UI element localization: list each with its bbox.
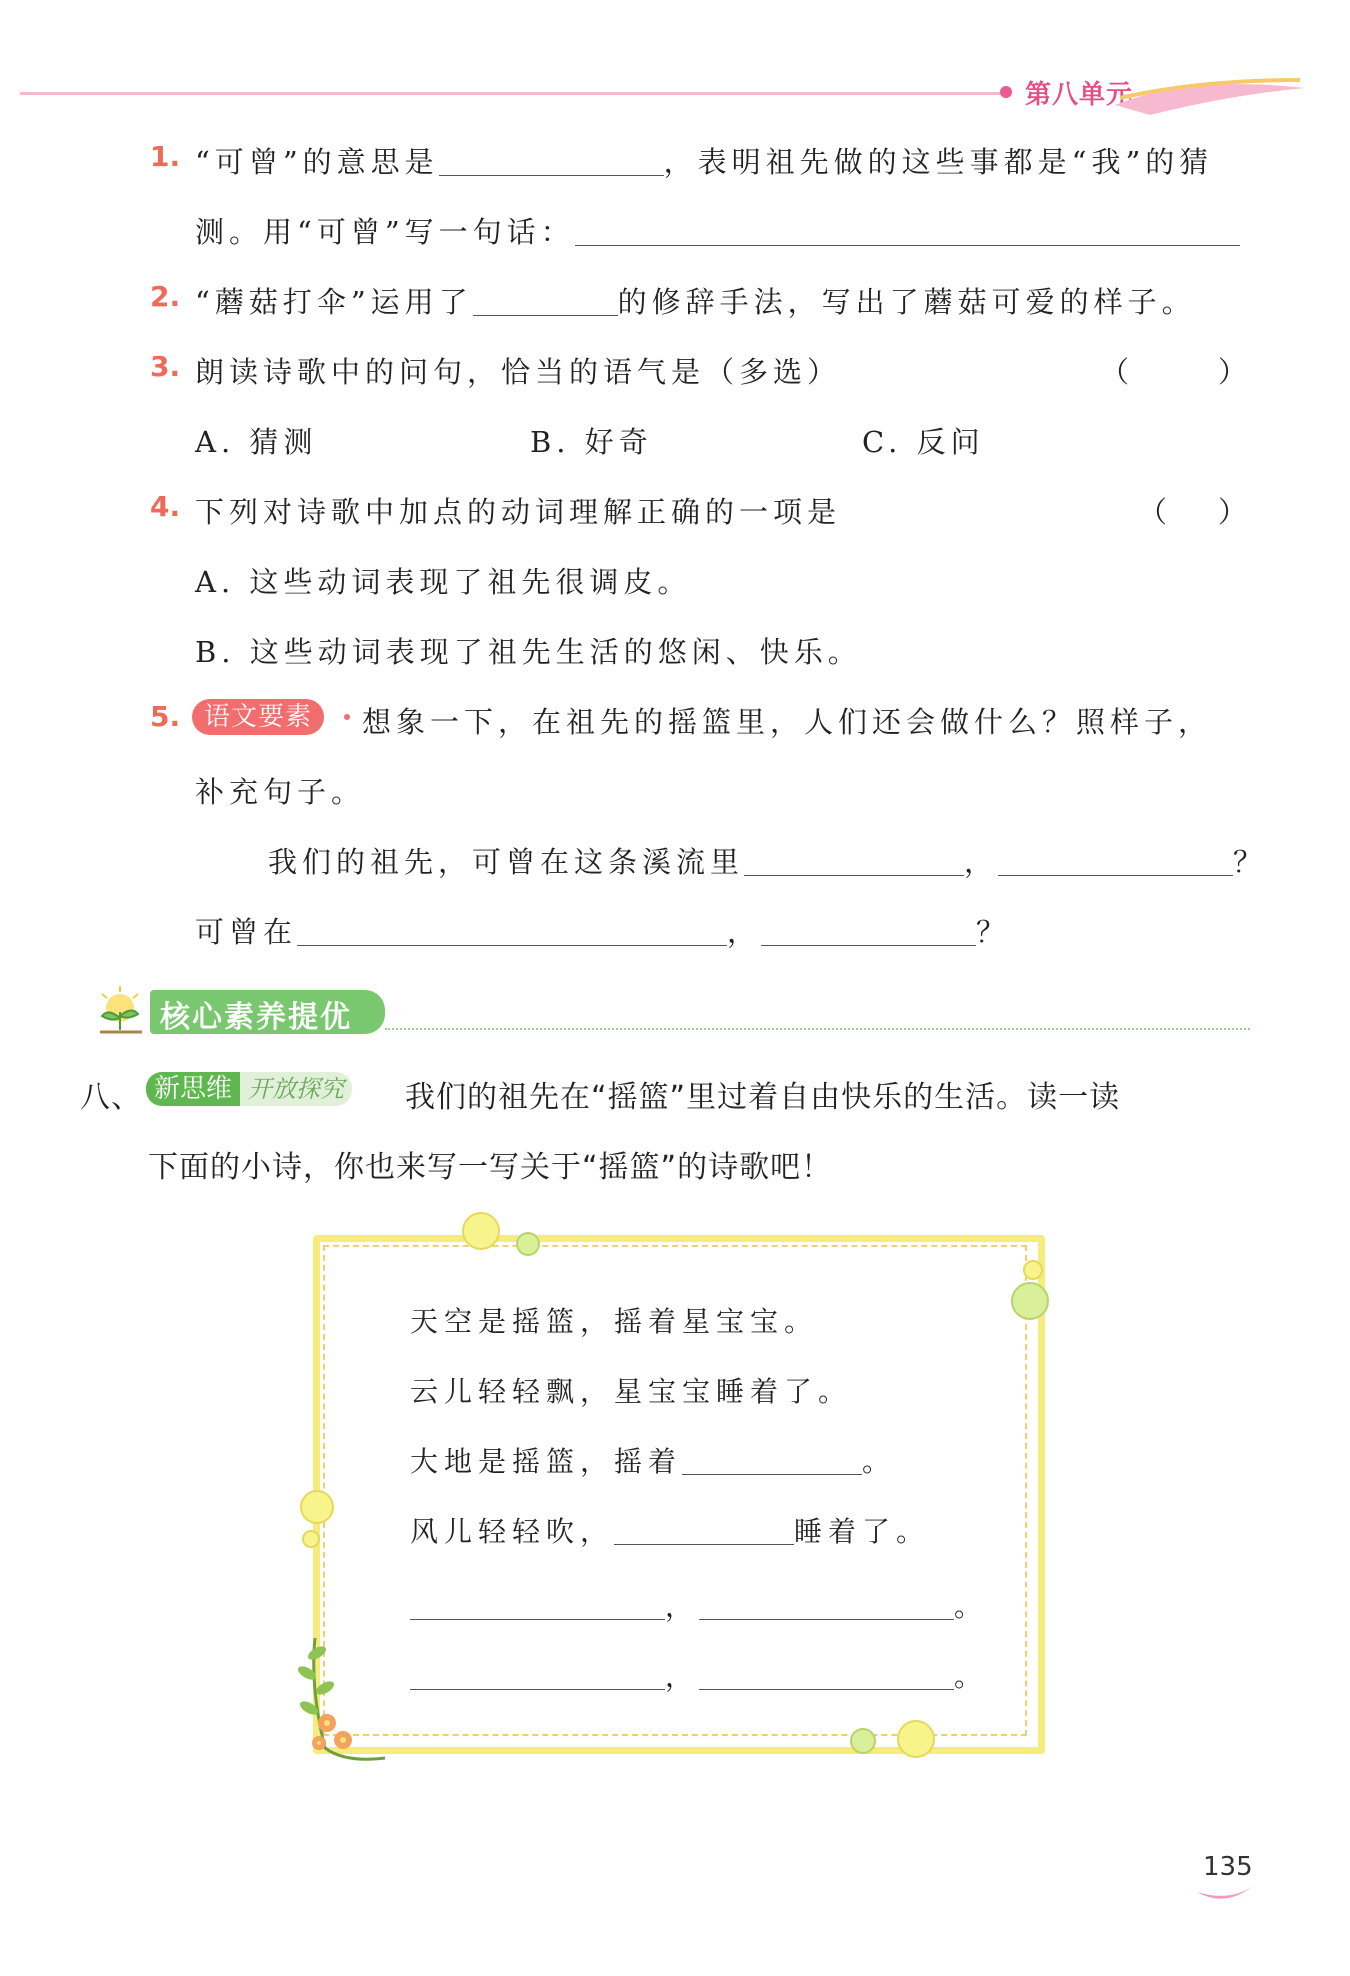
page-swoosh-icon [1195, 1880, 1255, 1910]
poem-blank-4[interactable] [699, 1591, 954, 1620]
q3-paren-right: ） [1218, 355, 1248, 389]
q4-option-a[interactable]: A. 这些动词表现了祖先很调皮。 [195, 565, 692, 599]
s8-tag-xinsiwei: 新思维 [146, 1072, 240, 1106]
q3-text: 朗读诗歌中的问句，恰当的语气是（多选） [195, 355, 842, 389]
q5-blank-1[interactable] [744, 846, 964, 876]
q5-comma-2: ， [727, 915, 762, 949]
q2-blank[interactable] [473, 286, 618, 316]
q5-tag: 语文要素 [192, 699, 324, 735]
poem-line-1: 天空是摇篮，摇着星宝宝。 [410, 1305, 819, 1338]
q4-text: 下列对诗歌中加点的动词理解正确的一项是 [195, 495, 842, 529]
q5-comma-1: ， [964, 845, 999, 879]
q5-text2: 补充句子。 [195, 775, 366, 809]
q2-text-b: 的修辞手法，写出了蘑菇可爱的样子。 [617, 285, 1196, 319]
s8-number: 八、 [80, 1080, 142, 1115]
bubble-decoration [302, 1530, 320, 1548]
bubble-decoration [1023, 1260, 1043, 1280]
poem-blank-6[interactable] [699, 1661, 954, 1690]
s8-text1: 我们的祖先在“摇篮”里过着自由快乐的生活。读一读 [405, 1080, 1121, 1115]
poem-line-4-end: 睡着了。 [794, 1515, 931, 1548]
header-dot [1000, 86, 1012, 98]
q2-number: 2. [150, 280, 181, 313]
sprout-sun-icon [90, 982, 150, 1038]
q3-answer-box[interactable] [1145, 356, 1215, 388]
poem-comma-2: ， [665, 1660, 700, 1693]
q5-number: 5. [150, 700, 181, 733]
header-swoosh-icon [1110, 70, 1310, 120]
q4-answer-box[interactable] [1180, 496, 1218, 528]
core-section-title: 核心素养提优 [160, 1000, 352, 1035]
flower-vine-icon [295, 1628, 395, 1768]
q1-blank-sentence[interactable] [575, 216, 1240, 246]
s8-tags [146, 1072, 352, 1106]
q3-option-a[interactable]: A. 猜测 [195, 425, 318, 459]
q5-blank-3[interactable] [297, 916, 727, 946]
bubble-decoration [516, 1232, 540, 1256]
poem-comma-1: ， [665, 1590, 700, 1623]
q5-qmark-2: ？ [976, 915, 1011, 949]
q5-text1: 想象一下，在祖先的摇篮里，人们还会做什么？照样子， [362, 705, 1213, 739]
poem-line-2: 云儿轻轻飘，星宝宝睡着了。 [410, 1375, 853, 1408]
q5-blank-2[interactable] [998, 846, 1233, 876]
q5-line4-text: 可曾在 [195, 915, 298, 949]
q4-paren-right: ） [1218, 495, 1248, 529]
q4-option-b[interactable]: B. 这些动词表现了祖先生活的悠闲、快乐。 [195, 635, 862, 669]
q3-option-b[interactable]: B. 好奇 [530, 425, 653, 459]
poem-line-4 [410, 1510, 930, 1550]
q1-text-c: 测。用“可曾”写一句话： [195, 215, 575, 249]
q1-text-b: ，表明祖先做的这些事都是“我”的猜 [663, 145, 1214, 179]
q5-example [268, 840, 1267, 881]
poem-line-3-end: 。 [862, 1445, 897, 1478]
bubble-decoration [850, 1728, 876, 1754]
q4-paren-left: （ [1138, 495, 1168, 529]
poem-blank-1[interactable] [682, 1446, 862, 1475]
q2-text-a: “蘑菇打伞”运用了 [195, 285, 473, 319]
q5-qmark-1: ？ [1233, 845, 1268, 879]
q3-option-c[interactable]: C. 反问 [862, 425, 985, 459]
poem-line-4-text: 风儿轻轻吹， [410, 1515, 615, 1548]
q5-example-text: 我们的祖先，可曾在这条溪流里 [268, 845, 745, 879]
bubble-decoration [897, 1720, 935, 1758]
poem-line-5 [410, 1585, 988, 1625]
page-number: 135 [1203, 1852, 1253, 1882]
q5-tag-dot [344, 714, 350, 720]
s8-tag-kaifang: 开放探究 [240, 1072, 352, 1106]
poem-period-2: 。 [954, 1660, 989, 1693]
q5-line4 [195, 910, 1010, 951]
poem-blank-2[interactable] [614, 1516, 794, 1545]
poem-line-6 [410, 1655, 988, 1695]
q1-blank-meaning[interactable] [439, 146, 664, 176]
q5-blank-4[interactable] [761, 916, 976, 946]
bubble-decoration [1011, 1282, 1049, 1320]
core-section-divider [385, 1028, 1250, 1030]
header-line [20, 92, 1010, 95]
bubble-decoration [462, 1212, 500, 1250]
bubble-decoration [300, 1490, 334, 1524]
poem-period-1: 。 [954, 1590, 989, 1623]
unit-title: 第八单元 [1025, 80, 1134, 110]
poem-line-3-text: 大地是摇篮，摇着 [410, 1445, 683, 1478]
q5-tag-wrap [192, 699, 324, 735]
q1-line1 [195, 140, 1213, 181]
q3-number: 3. [150, 350, 181, 383]
s8-text2: 下面的小诗，你也来写一写关于“摇篮”的诗歌吧！ [148, 1150, 833, 1185]
poem-blank-3[interactable] [410, 1591, 665, 1620]
q1-line2 [195, 210, 1240, 251]
q2-line [195, 280, 1196, 321]
q1-number: 1. [150, 140, 181, 173]
q3-paren-left: （ [1100, 355, 1130, 389]
poem-blank-5[interactable] [410, 1661, 665, 1690]
q1-text-a: “可曾”的意思是 [195, 145, 439, 179]
q4-number: 4. [150, 490, 181, 523]
poem-line-3 [410, 1440, 896, 1480]
